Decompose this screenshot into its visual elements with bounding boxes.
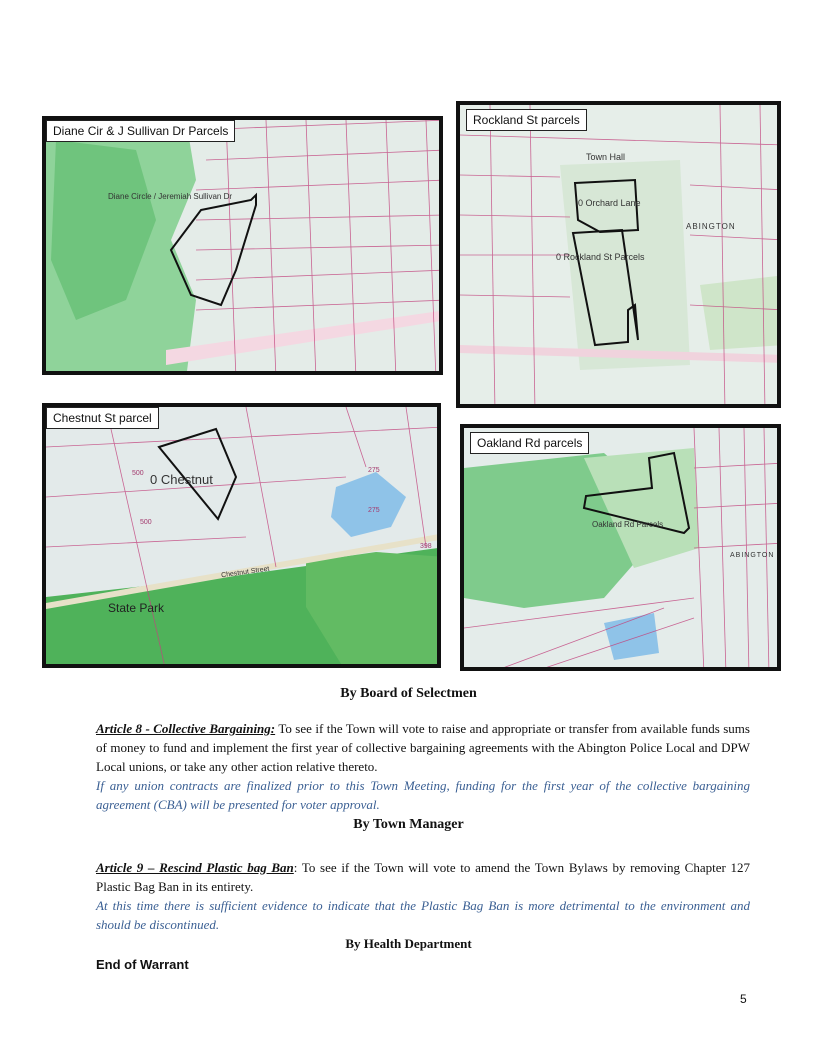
map-chestnut-num-500a: 500 — [132, 470, 144, 477]
map-rockland-st — [456, 101, 781, 408]
map-chestnut-num-398: 398 — [420, 543, 432, 550]
article-8 — [96, 719, 750, 776]
end-of-warrant: End of Warrant — [96, 957, 189, 972]
map-chestnut-st — [42, 403, 441, 668]
map-chestnut-num-275a: 275 — [368, 467, 380, 474]
map-oakland-graphic — [464, 428, 781, 671]
map-chestnut-num-275b: 275 — [368, 507, 380, 514]
map-rockland-label: Rockland St parcels — [466, 109, 587, 131]
map-rockland-orchard: 0 Orchard Lane — [578, 198, 641, 208]
map-oakland-rd — [460, 424, 781, 671]
map-rockland-town-hall: Town Hall — [586, 152, 626, 162]
article-9-body: : To see if the Town will vote to amend the Town Bylaws by removing Chapter 127 Plastic Bag Ban in its entirety. — [96, 860, 750, 894]
map-chestnut-label: Chestnut St parcel — [46, 407, 159, 429]
map-diane-graphic — [46, 120, 443, 375]
map-chestnut-street: Chestnut Street — [220, 565, 270, 580]
article-9 — [96, 858, 750, 896]
map-oakland-parcels: Oakland Rd Parcels — [592, 520, 664, 529]
article-8-note: If any union contracts are finalized prior to this Town Meeting, funding for the first year of the collective bargaining agreement (CBA) will be presented for voter approval. — [96, 778, 750, 812]
article-8-title: Article 8 - Collective Bargaining: — [96, 721, 276, 736]
article-9-title: Article 9 – Rescind Plastic bag Ban — [96, 860, 294, 875]
by-town-manager: By Town Manager — [353, 817, 464, 832]
map-rockland-parcels: 0 Rockland St Parcels — [556, 252, 645, 262]
by-board-of-selectmen: By Board of Selectmen — [340, 686, 477, 701]
article-9-note: At this time there is sufficient evidence to indicate that the Plastic Bag Ban is more detrimental to the environment and should be discontinued. — [96, 898, 750, 932]
by-health-department: By Health Department — [345, 936, 472, 951]
map-oakland-abington: ABINGTON — [730, 552, 775, 559]
map-chestnut-parcel: 0 Chestnut — [150, 472, 213, 487]
map-diane-cir — [42, 116, 443, 375]
map-chestnut-graphic — [46, 407, 441, 668]
map-diane-caption: Diane Circle / Jeremiah Sullivan Dr — [108, 192, 233, 201]
page-number: 5 — [740, 992, 747, 1006]
article-8-body: To see if the Town will vote to raise and appropriate or transfer from available funds sums of money to fund and implement the first year of collective bargaining agreements with the Abington Police Local and DPW Local unions, or take any other action relative thereto. — [96, 721, 750, 774]
map-chestnut-state-park: State Park — [108, 601, 165, 615]
map-chestnut-num-500b: 500 — [140, 519, 152, 526]
map-rockland-abington: ABINGTON — [686, 222, 736, 231]
map-oakland-label: Oakland Rd parcels — [470, 432, 589, 454]
map-diane-label: Diane Cir & J Sullivan Dr Parcels — [46, 120, 235, 142]
